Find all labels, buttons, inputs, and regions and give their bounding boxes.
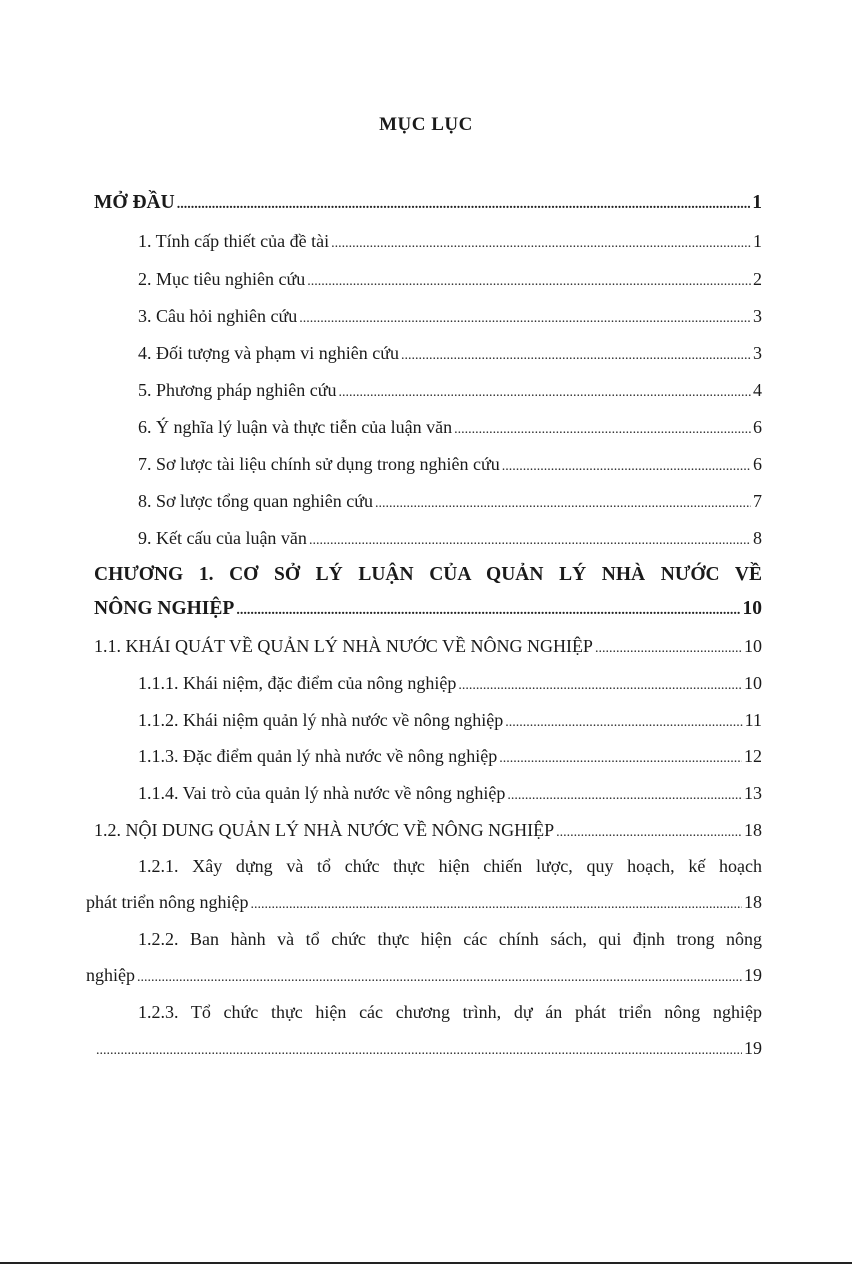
toc-page-number: 12 <box>744 746 762 766</box>
toc-label: 4. Đối tượng và phạm vi nghiên cứu <box>138 343 399 363</box>
toc-page-number: 11 <box>744 710 762 730</box>
toc-label: nghiệp <box>86 965 135 985</box>
toc-label: MỞ ĐẦU <box>94 192 175 213</box>
toc-page-number: 6 <box>753 454 762 474</box>
toc-entry-3[interactable] <box>138 301 762 331</box>
toc-label: 1.1.4. Vai trò của quản lý nhà nước về nông nghiệp <box>138 783 506 803</box>
toc-page-number: 19 <box>744 1038 762 1058</box>
toc-page-number: 8 <box>753 528 762 548</box>
toc-entry-6[interactable] <box>138 412 762 442</box>
toc-label: 6. Ý nghĩa lý luận và thực tiễn của luận văn <box>138 417 453 437</box>
toc-entry-1-2-2-cont[interactable] <box>86 960 762 990</box>
toc-page-number: 7 <box>753 491 762 511</box>
toc-page-number: 4 <box>753 380 762 400</box>
toc-label: 9. Kết cấu của luận văn <box>138 528 307 548</box>
dot-leader <box>299 301 751 334</box>
toc-entry-1-1-2[interactable] <box>138 705 762 735</box>
toc-entry-1-1[interactable] <box>94 631 762 661</box>
toc-entry-1-1-1[interactable] <box>138 668 762 698</box>
dot-leader <box>401 338 751 371</box>
dot-leader <box>502 449 751 482</box>
toc-chapter-1-heading-cont[interactable] <box>94 594 762 624</box>
dot-leader <box>375 486 751 519</box>
toc-entry-1-1-3[interactable] <box>138 741 762 771</box>
toc-label: 1.1.3. Đặc điểm quản lý nhà nước về nông nghiệp <box>138 746 498 766</box>
toc-page-number: 1 <box>752 192 762 213</box>
toc-label: 8. Sơ lược tổng quan nghiên cứu <box>138 491 374 511</box>
toc-entry-7[interactable] <box>138 449 762 479</box>
toc-entry-1[interactable] <box>138 226 762 256</box>
dot-leader <box>499 741 742 774</box>
dot-leader <box>309 523 751 556</box>
dot-leader <box>331 226 751 259</box>
toc-entry-5[interactable] <box>138 375 762 405</box>
dot-leader <box>556 815 742 848</box>
toc-label: 1.1. KHÁI QUÁT VỀ QUẢN LÝ NHÀ NƯỚC VỀ NÔNG NGHIỆP <box>94 636 593 656</box>
toc-entry-1-2-3[interactable]: 1.2.3. Tổ chức thực hiện các chương trình, dự án phát triển nông nghiệp <box>138 1002 762 1022</box>
toc-page-number: 10 <box>744 636 762 656</box>
dot-leader <box>339 375 751 408</box>
dot-leader <box>595 631 742 664</box>
toc-label: 1.1.2. Khái niệm quản lý nhà nước về nông nghiệp <box>138 710 504 730</box>
toc-page-number: 10 <box>744 673 762 693</box>
toc-page-number: 19 <box>744 965 762 985</box>
dot-leader <box>458 668 742 701</box>
toc-label: 7. Sơ lược tài liệu chính sử dụng trong nghiên cứu <box>138 454 500 474</box>
toc-label: NÔNG NGHIỆP <box>94 598 235 619</box>
toc-entry-1-2-3-cont[interactable] <box>94 1033 762 1063</box>
toc-page-number: 10 <box>742 598 762 619</box>
toc-page-number: 6 <box>753 417 762 437</box>
toc-entry-mo-dau[interactable] <box>94 188 762 218</box>
toc-entry-1-2-1-cont[interactable] <box>86 887 762 917</box>
dot-leader <box>177 188 751 220</box>
toc-label: 1.1.1. Khái niệm, đặc điểm của nông nghiệp <box>138 673 457 693</box>
dot-leader <box>236 594 740 626</box>
toc-page-number: 1 <box>753 231 762 251</box>
toc-label: phát triển nông nghiệp <box>86 892 249 912</box>
toc-page-number: 18 <box>744 820 762 840</box>
toc-entry-2[interactable] <box>138 264 762 294</box>
page-title: MỤC LỤC <box>379 114 473 135</box>
toc-label: 1. Tính cấp thiết của đề tài <box>138 231 330 251</box>
toc-page-number: 3 <box>753 306 762 326</box>
dot-leader <box>307 264 751 297</box>
toc-chapter-1-heading[interactable]: CHƯƠNG 1. CƠ SỞ LÝ LUẬN CỦA QUẢN LÝ NHÀ NƯỚC VỀ <box>94 564 762 585</box>
dot-leader <box>454 412 751 445</box>
toc-entry-4[interactable] <box>138 338 762 368</box>
toc-entry-1-2-1[interactable]: 1.2.1. Xây dựng và tổ chức thực hiện chiến lược, quy hoạch, kế hoạch <box>138 856 762 876</box>
bottom-divider <box>0 1262 852 1264</box>
toc-entry-1-2[interactable] <box>94 815 762 845</box>
dot-leader <box>505 705 742 738</box>
dot-leader <box>507 778 742 811</box>
dot-leader <box>137 960 742 993</box>
toc-entry-1-2-2[interactable]: 1.2.2. Ban hành và tổ chức thực hiện các chính sách, qui định trong nông <box>138 929 762 949</box>
toc-page-number: 18 <box>744 892 762 912</box>
toc-entry-1-1-4[interactable] <box>138 778 762 808</box>
toc-label: 3. Câu hỏi nghiên cứu <box>138 306 298 326</box>
toc-entry-9[interactable] <box>138 523 762 553</box>
toc-entry-8[interactable] <box>138 486 762 516</box>
toc-label: 1.2. NỘI DUNG QUẢN LÝ NHÀ NƯỚC VỀ NÔNG NGHIỆP <box>94 820 555 840</box>
toc-page-number: 3 <box>753 343 762 363</box>
toc-label: 2. Mục tiêu nghiên cứu <box>138 269 306 289</box>
toc-label: 5. Phương pháp nghiên cứu <box>138 380 337 400</box>
dot-leader <box>96 1033 742 1066</box>
toc-page-number: 13 <box>744 783 762 803</box>
dot-leader <box>250 887 742 920</box>
toc-page-number: 2 <box>753 269 762 289</box>
